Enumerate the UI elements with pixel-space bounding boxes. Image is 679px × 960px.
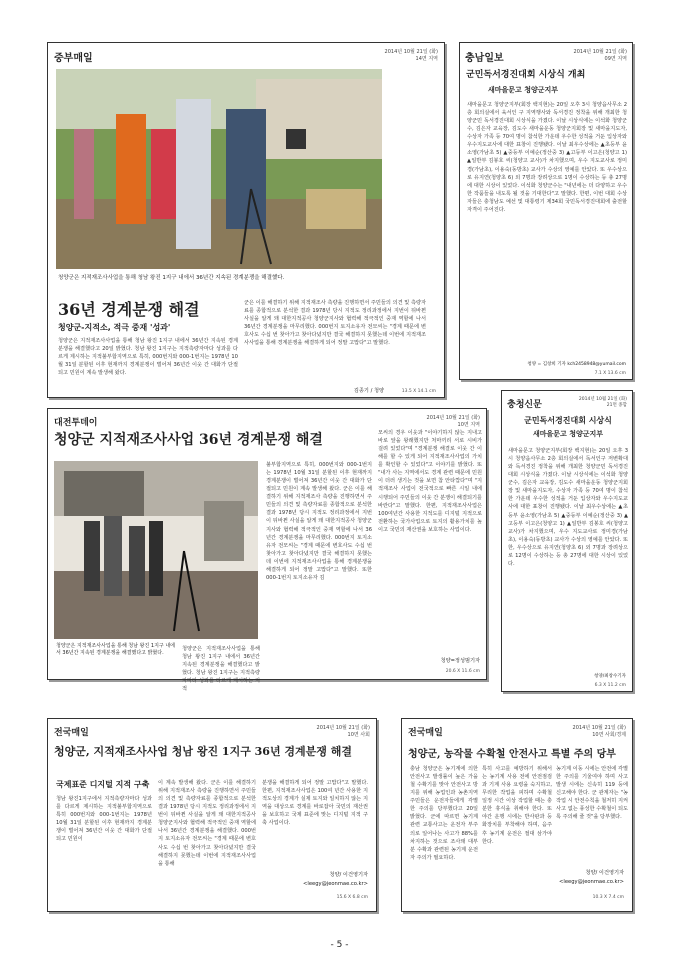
page-text: 10면 사회/경제 — [592, 731, 626, 738]
paper-name: 전국매일 — [54, 728, 89, 738]
paper-name: 전국매일 — [408, 728, 443, 738]
clip-date — [317, 725, 370, 738]
paper-name: 충남일보 — [465, 53, 504, 64]
clip-size: 7.1 X 13.6 cm — [594, 371, 626, 376]
clip-jeonguk-safety — [401, 718, 633, 912]
body-text: 새마을문고 청양군지부(회장 백지현)는 20일 오후 3시 청양읍사무소 2층 회의실에서 육서인 구 지역행사와 독서경진 정착을 위해 개최한 청양군민 독서경진대회 시상식을 가졌다. 이날 시상식에는 이석화 청양군수, 김은자 교육장, 김도수 새마을운동 청양군지회장 및 새마을지도자, 수상자 가족 등 70여 명이 참석한 가운데 우수한 성적을 거둔 입상자와 우수지도교사에 대한 표창이 진행됐다. 이날 최우수상에는 ▲초등부 윤소영(가남초 5) ▲중등부 이예순(정산중 3) ▲고등부 이고은(청양고 1) ▲일반부 김봉호 씨(청양고 교사)가 차지했으며, 우수 지도교사로 정미경(가남초), 이용숙(동방초) 교사가 수상의 영예를 안았다. 또 우수상으로 유지연(청양초 6) 외 7명과 장려상으로 1명이 수상하는 등 총 27명에 대한 시상이 있었다. 이석화 청양군수는 "내년에는 더 다양하고 우수한 작품들을 내도록 될 것을 기대한다"고 말했다. 한편, 이번 대회 수상자들은 충청남도 예선 및 대통령기 제34회 국민독서경진대회에 출전할 자격이 주어진다. — [467, 102, 627, 213]
date-text: 2014년 10월 21일 (화) — [578, 397, 627, 402]
body-col-3: 농기계 이동 시에는 안전에 각별한 주의를 기울여야 하며 사고 발생 시에는 신속히 119 등에 신고해야 한다. 군 관계자는 "농작업 시 안전수칙을 철저히 지켜 사고 없는 풍성한 수확철이 되도록 주의해 줄 것"을 당부했다. — [556, 766, 628, 821]
clip-date — [385, 49, 438, 62]
clip-size: 10.3 X 7.4 cm — [592, 895, 624, 900]
byline: 김종기 / 청양 — [353, 388, 384, 394]
clip-date — [574, 49, 627, 62]
body-col-3: 분쟁을 해결하게 되어 정말 고맙다"고 말했다. 한편, 지적재조사사업은 100여 년간 사용한 지적도상의 경계가 실제 토지와 일치하지 않는 지역을 대상으로 경계를 바로잡아 국민의 재산권을 보호하고 국제 표준에 맞는 디지털 지적 구축 사업이다. — [262, 780, 368, 827]
page-text: 14면 지역 — [415, 55, 438, 62]
headline: 청양군, 지적재조사사업 청남 왕진 1지구 36년 경계분쟁 해결 — [54, 745, 352, 758]
photo-caption: 청양군은 지적재조사사업을 통해 청남 왕진 1지구 내에서 36년간 지속된 경계분쟁을 해결했다. — [58, 275, 285, 281]
clip-chungnam — [459, 42, 633, 380]
page-text: 09면 지역 — [604, 55, 627, 62]
body-col-2: 군은 이를 해결하기 위해 지적재조사 측량을 진행하면서 주민들의 의견 및 측량자료를 종합적으로 분석한 결과 1978년 당시 지적도 정리과정에서 지번이 뒤바뀐 사실을 알게 돼 대한지적공사 청양군지사와 협력해 적극적인 중재 역할에 나서 36년간 경계분쟁을 마무리했다. 000번지 토지소유자 전모씨는 "경계 때문에 변호사도 수십 번 찾아가고 찾아다녔지만 결국 해결하지 못했는데 이번에 지적재조사사업을 통해 경계분쟁을 해결하게 되어 정말 고맙다"고 말했다. — [244, 300, 426, 347]
byline: 청양/ 이건영기자 — [329, 872, 368, 878]
headline: 군민독서경진대회 시상식 — [524, 415, 612, 425]
paper-name: 중부매일 — [54, 53, 93, 64]
body-col-2: 특히 사고를 예방하기 위해서는 농기계 사용 전에 안전점검과 기계 사용 요령을 숙지하고, 무리한 작업을 피하며 수확철 일정 시간 이상 작업할 때는 충분한 휴식을 취해야 한다. 또 야간 운행 시에는 반사판과 등화장치를 부착해야 하며, 음주 후 농기계 운전은 절대 삼가야 한다. — [482, 766, 552, 845]
paper-name: 대전투데이 — [54, 418, 98, 428]
page-text: 10면 사회 — [347, 731, 370, 738]
body-col-1: 청남 왕진1지구에서 지적측량자마다 성과를 다르게 제시하는 지적불부합지역으로 특히 000번지와 000-1번지는 1978년 10월 31일 분할된 이후 현재까지 경계분쟁이 벌어져 36년간 이웃 간 대화가 단절되고 민원이 — [56, 796, 152, 843]
body-text: 새마을문고 청양군지부(회장 백지현)는 20일 오후 3시 청양읍사무소 2층 회의실에서 독서인구 저변확대와 독서경진 정착을 위해 개최한 청양군민 독서경진대회 시상식을 가졌다. 이날 시상식에는 이석화 청양군수, 김은자 교육장, 김도수 새마을운동 청양군지회장 및 새마을지도자, 수상자 가족 등 70여 명이 참석한 가운데 우수한 성적을 거둔 입상자와 우수지도교사에 대한 표창이 진행됐다. 이날 최우수상에는 ▲초등부 윤소영(가남초 5) ▲중등부 이예순(정산중 3) ▲고등부 이고은(청양고 1) ▲일반부 김봉호 씨(청양고 교사)가 차지했으며, 우수 지도교사로 정미경(가남초), 이용숙(동방초) 교사가 수상의 영예를 안았다. 또한, 우수상으로 유지연(청양초 6) 외 7명과 장려상으로 12명이 수상하는 등 총 27명에 대한 시상이 있었다. — [508, 448, 628, 567]
clip-daejeon-today — [47, 408, 487, 693]
clip-size: 20.6 X 11.6 cm — [445, 669, 480, 674]
photo-site — [54, 461, 258, 639]
page-number: - 5 - — [330, 940, 349, 950]
clip-date — [579, 397, 627, 409]
date-text: 2014년 10월 21일 (화) — [426, 415, 480, 421]
subhead: 국제표준 디지털 지적 구축 — [56, 780, 150, 789]
body-col-2: 이 계속 발생해 왔다. 군은 이를 해결하기 위해 지적재조사 측량을 진행하면서 주민들의 의견 및 측량자료를 종합적으로 분석한 결과 1978년 당시 지적도 정리과정에서 지번이 뒤바뀐 사실을 알게 돼 대한지적공사 청양군지사와 협력해 적극적인 중재 역할에 나서 36년간 경계분쟁을 해결했다. 000번지 토지소유자 전모씨는 "경계 때문에 변호사도 수십 번 찾아가고 찾아다녔지만 결국 해결하지 못했는데 이번에 지적재조사사업을 통해 — [158, 780, 256, 867]
body-col-1: 충남 청양군은 농기계에 의한 안전사고 발생률이 높은 가을철 수확기를 맞아 안전사고 방지를 위해 농업인과 농촌지역 주민들은 운전자들에게 각별한 주의를 당부했다고 20일 밝혔다. 군에 따르면 농기계 관련 교통사고는 운전자 부주의로 일어나는 사고가 88%를 차지하는 것으로 조사돼 대부분 수확과 관련된 농기계 운전자 주의가 필요하다. — [410, 766, 478, 861]
subhead: 새마을문고 청양군지부 — [488, 86, 559, 94]
photo-surveyors — [56, 69, 382, 269]
byline: 청양 = 김창희 기자 kch2458948@yumail.com — [527, 362, 626, 367]
page-text: 21면 종합 — [606, 402, 627, 408]
page-text: 10면 지역 — [457, 421, 480, 428]
news-photo — [56, 69, 382, 269]
headline: 36년 경계분쟁 해결 — [58, 300, 200, 319]
subhead: 새마을문고 청양군지부 — [532, 430, 604, 438]
headline: 군민독서경진대회 시상식 개최 — [466, 70, 586, 80]
clip-size: 13.5 X 14.1 cm — [401, 389, 436, 394]
byline: 청양/최창수기자 — [594, 674, 626, 679]
headline: 청양군, 농작물 수확철 안전사고 특별 주의 당부 — [408, 749, 616, 760]
clip-size: 15.6 X 6.8 cm — [336, 895, 368, 900]
byline: 청양=정성범기자 — [440, 658, 480, 664]
clip-size: 6.3 X 11.2 cm — [594, 683, 626, 688]
byline: 청양/ 이건영기자 — [585, 870, 624, 876]
subhead: 청양군-지적소, 적극 중재 '성과' — [58, 323, 171, 332]
clip-date — [427, 415, 480, 428]
clip-date — [573, 725, 626, 738]
body-col-1: 청양군은 지적재조사사업을 통해 청남 왕진 1지구 내에서 36년간 지속된 경계분쟁을 해결했다고 밝혔다. 청남 왕진 1지구는 지적측량자마다 성과를 다르게 제시하는 지적 — [182, 646, 260, 693]
body-col-3: 모씨의 경우 이웃과 "이야기하지 않는 지내고 바로 앞을 왕래했지만 처마끼리 서로 시비가 걸려 있었다"며 "경계분쟁 해결로 이웃 간 이해를 할 수 있게 되어 지적재조사사업의 가치를 확인할 수 있었다"고 이야기를 밝혔다. 또 "내가 사는 지역에서도 경계 관련 때문에 민원이 더러 생기는 것을 보면 참 안타깝다"며 "지적재조사 사업이 전국적으로 빠른 시일 내에 시행되어 주민들의 이웃 간 분쟁이 해결되기를 바란다"고 말했다. 한편, 지적재조사사업은 100여년간 사용한 지적도를 디지털 지적으로 전환하는 국가사업으로 토지의 활용가치를 높이고 국민의 재산권을 보호하는 사업이다. — [378, 430, 482, 533]
reporter-email: <leegy@jeonmae.co.kr> — [303, 881, 368, 887]
clip-jeonguk-cadastral — [47, 718, 377, 912]
paper-name: 충청신문 — [507, 400, 542, 410]
date-text: 2014년 10월 21일 (화) — [316, 725, 370, 731]
body-col-1: 청양군은 지적재조사사업을 통해 청남 왕진 1지구 내에서 36년간 지속된 경계분쟁을 해결했다고 20일 밝혔다. 청남 왕진 1지구는 지적측량자마다 성과를 다르게 제시하는 지적불부합지역으로 특히, 000번지와 000-1번지는 1978년 10월 31일 분할된 이후 현재까지 경계분쟁이 벌어져 36년간 이웃 간 대화가 단절되고 민원이 계속 발생해 왔다. — [58, 338, 238, 377]
body-col-2: 불부합지역으로 특히, 000번지와 000-1번지는 1978년 10월 31일 분할된 이후 현재까지 경계분쟁이 벌어져 36년간 이웃 간 대화가 단절되고 민원이 계속 발생해 왔다. 군은 이를 해결하기 위해 지적재조사 측량을 진행하면서 주민들의 의견 및 측량자료를 종합적으로 분석한 결과 1978년 당시 지적도 정리과정에서 지번이 뒤바뀐 사실을 알게 돼 대한지적공사 청양군지사와 협력해 적극적인 중재 역할에 나서 36년간 경계분쟁을 마무리했다. 000번지 토지소유자 전모씨는 "경계 때문에 변호사도 수십 번 찾아가고 찾아다녔지만 결국 해결하지 못했는데 이번에 지적재조사사업을 통해 경계분쟁을 해결하게 되어 정말 고맙다"고 말했다. 또한 000-1번지 토지소유자 김 — [266, 462, 372, 581]
clip-jungbu — [47, 42, 445, 398]
news-photo — [54, 461, 258, 639]
photo-caption: 청양군은 지적재조사사업을 통해 청남 왕진 1지구 내에서 36년간 지속된 경계분쟁을 해결했다고 밝혔다. — [56, 643, 175, 656]
date-text: 2014년 10월 21일 (화) — [384, 49, 438, 55]
date-text: 2014년 10월 21일 (화) — [572, 725, 626, 731]
date-text: 2014년 10월 21일 (화) — [573, 49, 627, 55]
clip-chungcheong — [501, 390, 633, 692]
reporter-email: <leegy@jeonmae.co.kr> — [559, 879, 624, 885]
headline: 청양군 지적재조사사업 36년 경계분쟁 해결 — [54, 432, 323, 448]
